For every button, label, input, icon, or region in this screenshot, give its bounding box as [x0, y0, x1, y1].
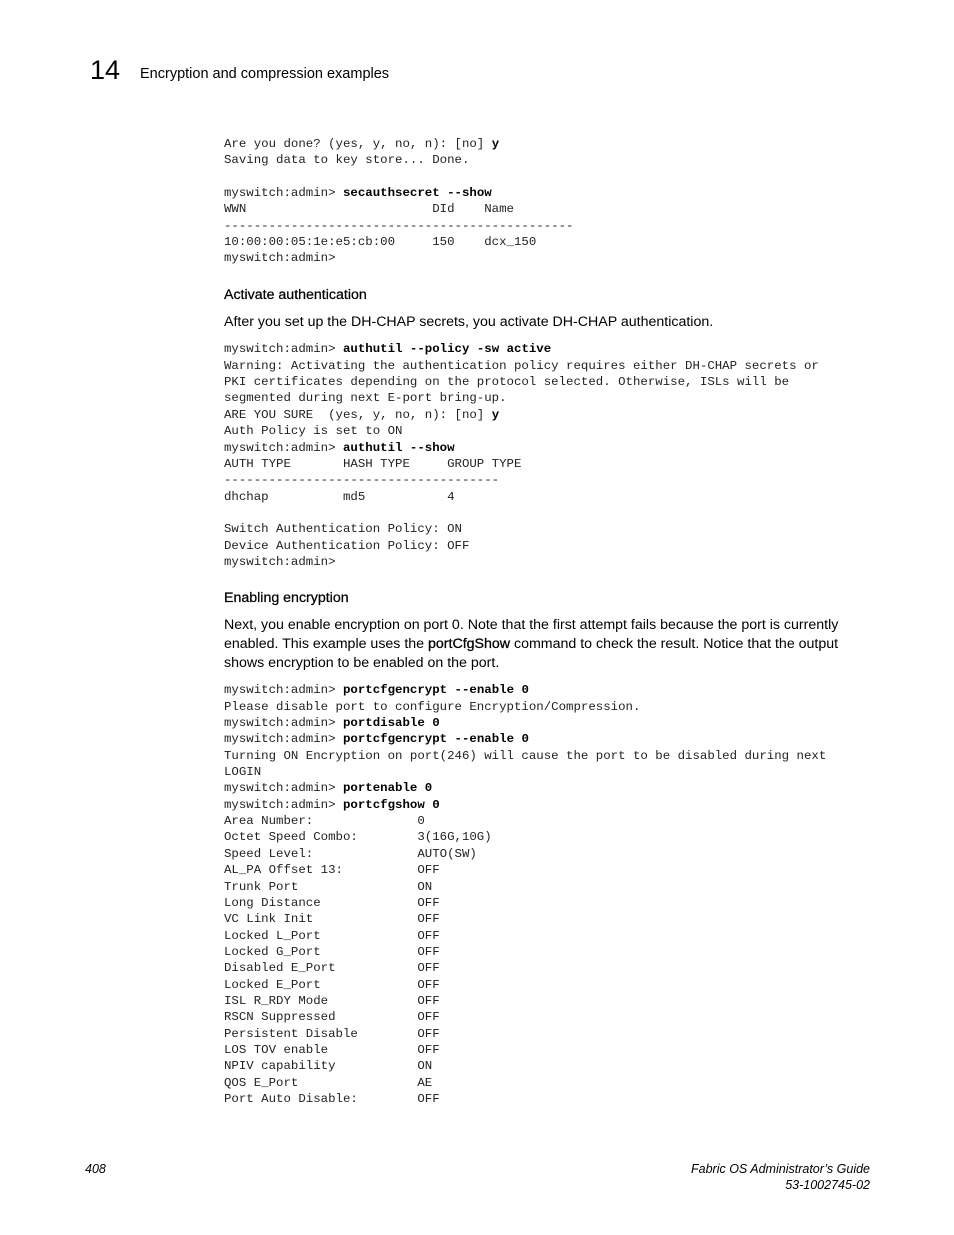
code-text: ARE YOU SURE (yes, y, no, n): [no]	[224, 407, 492, 422]
code-text: myswitch:admin>	[224, 716, 343, 731]
paragraph-text: After you set up the DH-CHAP secrets, you activate DH-CHAP authentication.	[224, 313, 714, 330]
code-command: portenable 0	[342, 781, 433, 796]
guide-title: Fabric OS Administrator’s Guide	[691, 1162, 870, 1176]
code-text: Switch Authentication Policy: ON	[224, 522, 462, 537]
chapter-number: 14	[90, 55, 121, 85]
code-text: Auth Policy is set to ON	[224, 424, 403, 439]
code-command: authutil --show	[342, 440, 455, 455]
code-text: Please disable port to configure Encryption/Compression.	[224, 699, 641, 714]
code-text: myswitch:admin>	[224, 797, 343, 812]
body-paragraph	[224, 616, 874, 672]
code-text: Port Auto Disable: OFF	[224, 1091, 440, 1106]
code-command: portdisable 0	[342, 716, 440, 731]
code-text: myswitch:admin>	[224, 440, 343, 455]
code-text: LOS TOV enable OFF	[224, 1042, 440, 1057]
code-text: VC Link Init OFF	[224, 912, 440, 927]
code-text: myswitch:admin>	[224, 683, 343, 698]
code-command: secauthsecret --show	[342, 186, 492, 201]
code-text: Disabled E_Port OFF	[224, 961, 440, 976]
code-text: AUTH TYPE HASH TYPE GROUP TYPE	[224, 456, 522, 471]
code-text: Trunk Port ON	[224, 879, 433, 894]
paragraph-text: command to check the result. Notice that the output shows encryption to be enabled on the port.	[224, 635, 839, 671]
code-text: Speed Level: AUTO(SW)	[224, 846, 477, 861]
page-content	[224, 136, 874, 1107]
code-block	[224, 136, 874, 267]
command-reference: portCfgShow	[428, 635, 511, 652]
code-command: y	[491, 137, 500, 151]
code-command: portcfgencrypt --enable 0	[342, 732, 529, 747]
code-text: AL_PA Offset 13: OFF	[224, 863, 440, 878]
code-text: -------------------------------------	[224, 473, 500, 488]
code-text: NPIV capability ON	[224, 1059, 433, 1074]
code-text: myswitch:admin>	[224, 781, 343, 796]
code-text: Device Authentication Policy: OFF	[224, 538, 470, 553]
code-text: Locked E_Port OFF	[224, 977, 440, 992]
code-text: myswitch:admin>	[224, 342, 343, 357]
code-text: Warning: Activating the authentication policy requires either DH-CHAP secrets or	[224, 358, 819, 373]
code-command: portcfgshow 0	[342, 797, 440, 812]
code-text: myswitch:admin>	[224, 251, 336, 266]
page-number: 408	[85, 1162, 106, 1176]
code-text: 10:00:00:05:1e:e5:cb:00 150 dcx_150	[224, 235, 537, 250]
code-text: QOS E_Port AE	[224, 1075, 433, 1090]
doc-number: 53-1002745-02	[785, 1178, 870, 1192]
code-text: -----------------------------------------------	[224, 218, 574, 233]
code-text: Turning ON Encryption on port(246) will cause the port to be disabled during next	[224, 748, 827, 763]
code-text: Locked G_Port OFF	[224, 944, 440, 959]
code-text: WWN DId Name	[224, 202, 514, 217]
code-block	[224, 682, 874, 1107]
footer-doc-info	[691, 1161, 870, 1193]
code-text: Saving data to key store... Done.	[224, 153, 470, 168]
code-text: Locked L_Port OFF	[224, 928, 440, 943]
code-text: segmented during next E-port bring-up.	[224, 391, 507, 406]
code-text: myswitch:admin>	[224, 554, 336, 569]
code-text: ISL R_RDY Mode OFF	[224, 993, 440, 1008]
code-text: Octet Speed Combo: 3(16G,10G)	[224, 830, 492, 845]
code-text: PKI certificates depending on the protocol selected. Otherwise, ISLs will be	[224, 375, 790, 390]
code-command: portcfgencrypt --enable 0	[342, 683, 529, 698]
code-text: RSCN Suppressed OFF	[224, 1010, 440, 1025]
section-heading: Activate authentication	[224, 286, 367, 303]
chapter-title: Encryption and compression examples	[140, 66, 390, 82]
section-heading: Enabling encryption	[224, 590, 349, 607]
code-text: Persistent Disable OFF	[224, 1026, 440, 1041]
code-text: myswitch:admin>	[224, 186, 343, 201]
code-text: Long Distance OFF	[224, 895, 440, 910]
code-command: authutil --policy -sw active	[342, 342, 552, 357]
code-text: Are you done? (yes, y, no, n): [no]	[224, 137, 492, 151]
code-block	[224, 341, 874, 570]
code-text: Area Number: 0	[224, 814, 425, 829]
paragraph-text: Next, you enable encryption on port 0. Note that the first attempt fails because the port is currently enabled. This example uses the	[224, 617, 839, 652]
code-command: y	[491, 407, 500, 422]
code-text: dhchap md5 4	[224, 489, 455, 504]
code-text: myswitch:admin>	[224, 732, 343, 747]
code-text: LOGIN	[224, 765, 262, 780]
body-paragraph	[224, 313, 874, 332]
